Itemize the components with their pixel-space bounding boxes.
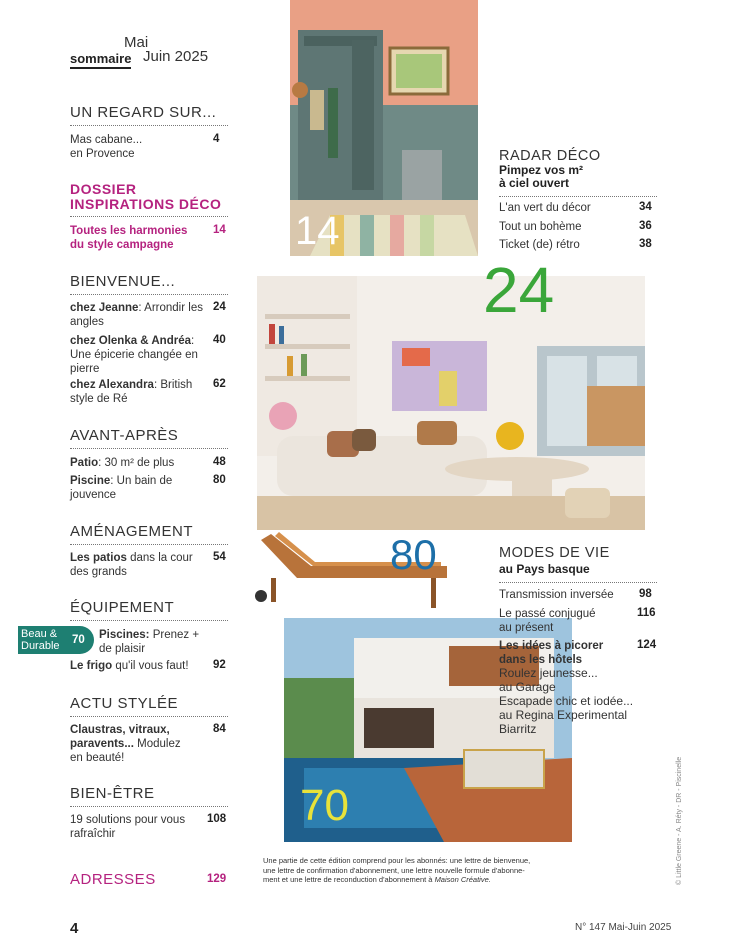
entry-frigo-bold: Le frigo: [70, 660, 113, 672]
entry-olenka[interactable]: [70, 334, 210, 376]
page-num-48: 48: [213, 456, 226, 468]
entry-patios-bold: Les patios: [70, 552, 127, 564]
entry-retro[interactable]: Ticket (de) rétro: [499, 239, 580, 251]
entry-harmonies[interactable]: Toutes les harmonies du style campagne: [70, 225, 188, 251]
footnote-line1: Une partie de cette édition comprend pour les abonnés: une lettre de bienvenue,: [263, 856, 531, 865]
photo-credit: © Little Greene - A. Réty - DR - Piscinelle: [676, 756, 683, 885]
entry-patio[interactable]: [70, 456, 210, 470]
entry-garage: Roulez jeunesse... au Garage: [499, 666, 598, 694]
section-title-bienetre: BIEN-ÊTRE: [70, 785, 228, 807]
page-num-14: 14: [213, 224, 226, 236]
page-num-4: 4: [213, 133, 220, 145]
section-title-avant: AVANT-APRÈS: [70, 427, 228, 449]
radar-subtitle-2: à ciel ouvert: [499, 176, 657, 197]
entry-patio-bold: Patio: [70, 457, 99, 469]
badge-line2: Durable: [21, 640, 60, 652]
entry-alexandra-text: : British style de Ré: [70, 379, 193, 405]
footer-issue: N° 147 Mai-Juin 2025: [575, 922, 672, 933]
section-title-adresses[interactable]: ADRESSES: [70, 871, 156, 888]
entry-olenka-text: : Une épicerie changée en pierre: [70, 335, 198, 375]
entry-piscine-bold: Piscine: [70, 475, 111, 487]
page-num-98: 98: [639, 588, 652, 600]
entry-jeanne-text: : Arrondir les angles: [70, 302, 203, 328]
entry-frigo[interactable]: [70, 659, 210, 673]
page-num-124: 124: [637, 639, 657, 651]
page-num-116: 116: [637, 607, 656, 619]
section-title-bienvenue: BIENVENUE...: [70, 273, 228, 295]
entry-idees-hotels[interactable]: Les idées à picorer dans les hôtels: [499, 640, 604, 666]
entry-patios-text: dans la cour des grands: [70, 552, 193, 578]
entry-piscine-text: : Un bain de jouvence: [70, 475, 173, 501]
entry-frigo-text: qu'il vous faut!: [112, 660, 189, 672]
page-num-80: 80: [213, 474, 226, 486]
section-title-dossier-1: DOSSIER: [70, 181, 137, 197]
entry-olenka-bold: chez Olenka & Andréa: [70, 335, 192, 347]
page-num-36: 36: [639, 220, 652, 232]
footnote: [263, 856, 573, 885]
page-num-84: 84: [213, 723, 226, 735]
page-num-62: 62: [213, 378, 226, 390]
page-num-40: 40: [213, 334, 226, 346]
header-label: sommaire: [70, 51, 131, 69]
section-title-regard: UN REGARD SUR...: [70, 104, 228, 126]
page-num-38: 38: [639, 238, 652, 250]
entry-alexandra-bold: chez Alexandra: [70, 379, 154, 391]
badge-line1: Beau &: [21, 628, 58, 640]
badge-page: 70: [72, 634, 85, 646]
page-num-54: 54: [213, 551, 226, 563]
entry-mas-cabane[interactable]: Mas cabane... en Provence: [70, 134, 143, 160]
page-num-129: 129: [207, 873, 227, 885]
section-title-equipement: ÉQUIPEMENT: [70, 599, 228, 621]
entry-transmission[interactable]: Transmission inversée: [499, 589, 614, 601]
entry-jeanne[interactable]: [70, 301, 205, 329]
page-num-108: 108: [207, 813, 227, 825]
photo-number-80: 80: [390, 531, 437, 578]
entry-patios[interactable]: [70, 551, 212, 579]
page-num-34: 34: [639, 201, 652, 213]
photo-living-room: [257, 276, 645, 530]
section-title-dossier-2: INSPIRATIONS DÉCO: [70, 196, 228, 217]
header-date-top: Mai: [124, 34, 149, 51]
living-illustration: [257, 276, 645, 530]
footnote-magazine: Maison Créative.: [434, 875, 491, 884]
entry-an-vert[interactable]: L'an vert du décor: [499, 202, 591, 214]
photo-number-14: 14: [295, 209, 340, 253]
entry-rafraichir[interactable]: 19 solutions pour vous rafraîchir: [70, 814, 186, 840]
entry-regina: Escapade chic et iodée... au Regina Experimental Biarritz: [499, 694, 634, 736]
entry-boheme[interactable]: Tout un bohème: [499, 221, 582, 233]
modes-subtitle: au Pays basque: [499, 562, 657, 583]
entry-piscines-bold: Piscines:: [99, 629, 150, 641]
entry-patio-text: : 30 m² de plus: [98, 457, 175, 469]
entry-piscines[interactable]: [99, 628, 209, 656]
entry-jeanne-bold: chez Jeanne: [70, 302, 139, 314]
entry-alexandra[interactable]: [70, 378, 210, 406]
page-num-24: 24: [213, 301, 226, 313]
section-title-actu: ACTU STYLÉE: [70, 695, 228, 717]
radar-subtitle-1: Pimpez vos m²: [499, 163, 584, 177]
entry-claustras-text: Modulez en beauté!: [70, 738, 181, 764]
photo-number-70: 70: [300, 781, 349, 830]
section-title-radar: RADAR DÉCO: [499, 148, 601, 164]
footnote-line3-text: ment et une lettre de reconduction d'abonnement à: [263, 875, 435, 884]
footnote-line2: une lettre de confirmation d'abonnement, une lettre nouvelle formule d'abonne-: [263, 865, 525, 875]
entry-passe-conjugue[interactable]: Le passé conjugué au présent: [499, 608, 596, 634]
photo-number-24: 24: [483, 254, 555, 326]
header-date-bottom: Juin 2025: [143, 48, 209, 65]
page-num-92: 92: [213, 659, 226, 671]
entry-piscines-text: Prenez + de plaisir: [99, 629, 200, 655]
footer-page-number: 4: [70, 920, 79, 937]
entry-claustras[interactable]: [70, 723, 188, 765]
footnote-line3: [263, 875, 573, 885]
entry-claustras-bold: Claustras, vitraux, paravents...: [70, 724, 170, 750]
section-title-modes: MODES DE VIE: [499, 545, 610, 561]
entry-piscine[interactable]: [70, 474, 200, 502]
section-title-amenagement: AMÉNAGEMENT: [70, 523, 228, 545]
